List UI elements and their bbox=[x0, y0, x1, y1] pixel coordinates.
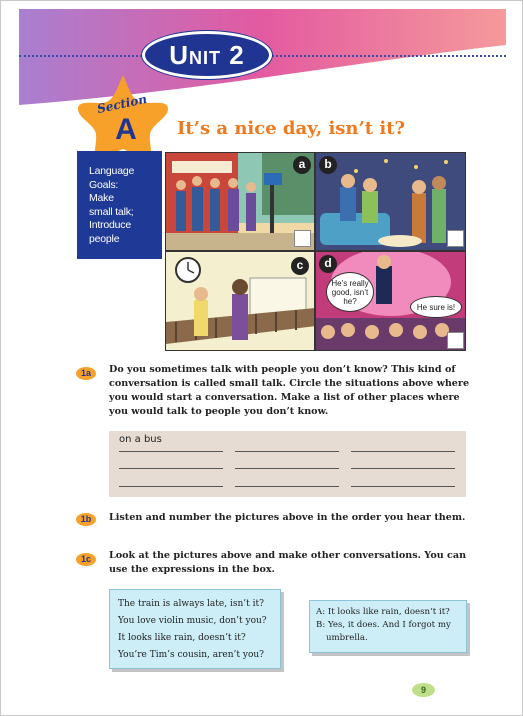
answer-line[interactable] bbox=[235, 451, 339, 452]
picture-checkbox[interactable] bbox=[294, 230, 311, 247]
answer-line[interactable] bbox=[119, 468, 223, 469]
answer-line[interactable] bbox=[351, 451, 455, 452]
sample-answer: on a bus bbox=[119, 434, 162, 445]
dialog-line-b-continued: umbrella. bbox=[326, 633, 368, 643]
answer-line[interactable] bbox=[235, 468, 339, 469]
lesson-title: It’s a nice day, isn’t it? bbox=[177, 118, 406, 139]
goals-line: Language bbox=[89, 165, 135, 177]
answer-line[interactable] bbox=[351, 468, 455, 469]
answer-line[interactable] bbox=[119, 486, 223, 487]
goals-line: Introduce bbox=[89, 219, 131, 231]
answer-list-box bbox=[109, 431, 466, 497]
party-illustration bbox=[316, 153, 466, 251]
expressions-box bbox=[109, 589, 281, 669]
activity-1b-badge: 1b bbox=[76, 513, 96, 526]
goals-line: Goals: bbox=[89, 178, 119, 191]
picture-c bbox=[165, 251, 315, 351]
picture-label: b bbox=[319, 156, 337, 174]
goals-line: people bbox=[89, 232, 120, 245]
picture-b bbox=[315, 152, 466, 251]
expression: It looks like rain, doesn’t it? bbox=[118, 633, 246, 643]
activity-1c-instructions: Look at the pictures above and make other conversations. You can use the expressions in the box. bbox=[109, 550, 467, 575]
answer-line[interactable] bbox=[351, 486, 455, 487]
speech-bubble: He’s really good, isn’t he? bbox=[326, 272, 374, 312]
picture-checkbox[interactable] bbox=[447, 332, 464, 349]
example-dialog-box bbox=[309, 600, 467, 653]
dialog-line-a: A: It looks like rain, doesn’t it? bbox=[316, 607, 450, 617]
page-number: 9 bbox=[412, 683, 435, 697]
goals-line: small talk; bbox=[89, 205, 134, 218]
activity-1a-badge: 1a bbox=[76, 367, 96, 380]
expression: You’re Tim’s cousin, aren’t you? bbox=[118, 650, 265, 660]
unit-title: Unit 2 bbox=[169, 39, 245, 70]
picture-a bbox=[165, 152, 315, 251]
section-label: Section bbox=[95, 91, 149, 117]
answer-line[interactable] bbox=[235, 486, 339, 487]
section-letter: A bbox=[115, 113, 137, 146]
picture-label: a bbox=[293, 156, 311, 174]
activity-1b-instructions: Listen and number the pictures above in the order you hear them. bbox=[109, 512, 466, 523]
dialog-line-b: B: Yes, it does. And I forgot my bbox=[316, 620, 451, 630]
activity-1a-instructions: Do you sometimes talk with people you don’t know? This kind of conversation is called small talk. Circle the situations above where you would start a conversation. Make a list of other places where you would talk to people you don’t know. bbox=[109, 364, 470, 417]
picture-checkbox[interactable] bbox=[447, 230, 464, 247]
language-goals-box bbox=[77, 151, 162, 259]
activity-1c-badge: 1c bbox=[76, 553, 96, 566]
picture-label: d bbox=[319, 255, 337, 273]
speech-bubble: He sure is! bbox=[410, 296, 462, 318]
expression: You love violin music, don’t you? bbox=[118, 616, 267, 626]
answer-line[interactable] bbox=[119, 451, 223, 452]
picture-d bbox=[315, 251, 466, 351]
unit-badge bbox=[142, 31, 272, 79]
expression: The train is always late, isn’t it? bbox=[118, 599, 264, 609]
picture-label: c bbox=[291, 257, 309, 275]
goals-line: Make bbox=[89, 192, 114, 204]
